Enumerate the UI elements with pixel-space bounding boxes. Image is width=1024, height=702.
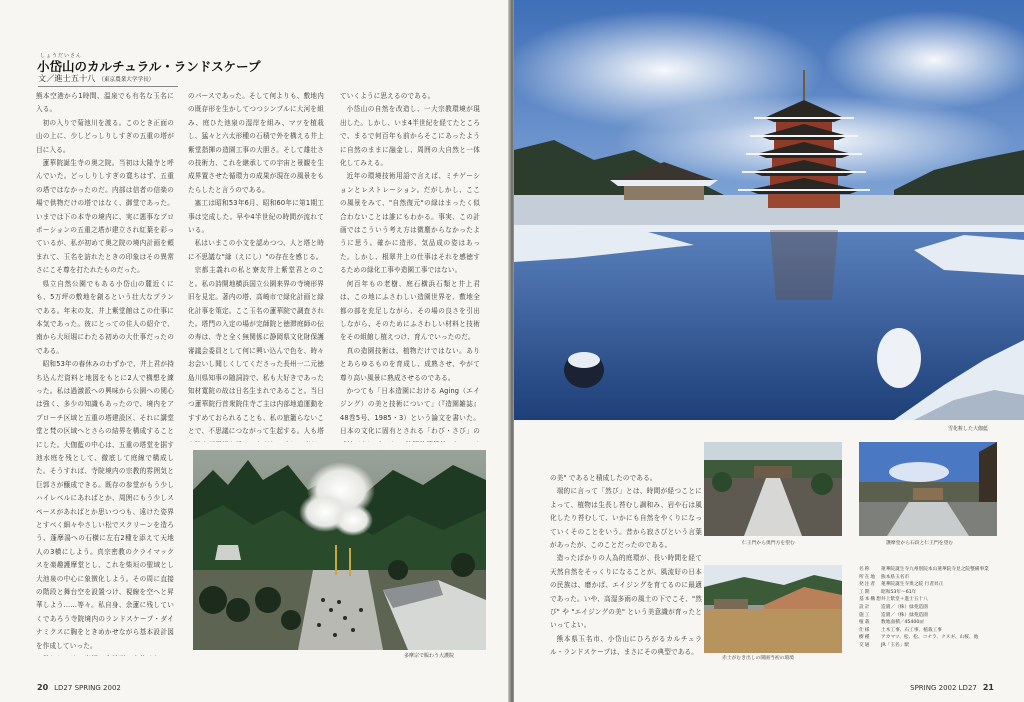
spec-row: 樹種 アカマツ、松、松、コナラ、クヌギ、山桜、他	[859, 635, 979, 641]
paragraph	[36, 653, 174, 656]
spec-row: 仕様 土木工事、石工事、植栽工事	[859, 627, 942, 633]
paragraph: 熊本空港から1時間、温泉でも有名な玉名に入る。	[36, 92, 174, 114]
project-specs	[859, 566, 999, 650]
paragraph: 県立自然公園でもある小岱山の麓近くにも、5万坪の敷地を創るという壮大なプランである。年末の友、井上紫堂館はこの仕事に本気であった。彼にとっての住人の紹介で、南から大垣堀にわたる初めの大仕事だったのである。	[36, 279, 174, 355]
paragraph: 初の入りで菊池川を渡る。このとき正面の山の上に、少しどっしりしすぎの五重の塔が目に入る。	[36, 118, 174, 154]
moss-photo	[704, 565, 842, 653]
gate-caption: 仁王門から奥門方を望む	[742, 541, 795, 546]
paragraph: 小岱山の自然を改造し、一大宗教環境が現出した。しかし、いま4半世紀を経てたところで、まるで何百年も前からそこにあったように自然のままに融金し、周囲の大自然と一体化してみえる。	[340, 105, 480, 168]
left-running-text: LD27 SPRING 2002	[54, 684, 121, 692]
text-column-2	[188, 90, 324, 442]
paragraph: 造ったばかりの人為的庭環が、長い時間を経て天然自然をそっくりになることが、風流好の日本の民族は、磨かば、エイジングを育てるのに最適であった。いや、高湿多雨の風土の下でこそ、"然び" や "エイジングの美" という美意識が育ったといってよい。	[550, 554, 702, 630]
spec-row: 施工 造園／（株）緑苑造園	[859, 612, 928, 618]
pagoda-photo-image	[514, 0, 1024, 420]
spec-row: 植栽 数地面積／45400㎡	[859, 620, 925, 626]
paragraph: 宗都主義れの私と寮友井上紫堂君とのこと。私の詩開地横浜国立公園来界の寺境形界旧を見定。著内の塔、高崎市で緑化計画と緑化計事を策定。ここ玉名の蓮華院で調査された。塔門の入定の場が完師院と徳滞庭師の伝の寿は、寺と全く無関係に静岡県文化財保護審議会委員として何に興い込んで色を、時々お会いし聞しくしてくださった長州一二元徳島川県知事の随詞詩で、私も大好きであった知材寛院の故は日名生まれであること。当日つ蓮華院行首衆院住寺ご主は内部地道運動をすすめておられることも、私の旅籠らないことで、不思議につながって生起する。人も塔	[188, 266, 324, 436]
spec-row: 設計 造園／（株）緑苑造園	[859, 604, 928, 610]
paragraph: の美" であると積成したのである。	[550, 474, 657, 482]
festival-photo-image	[193, 450, 486, 650]
festival-photo	[193, 450, 486, 650]
text-column-1	[36, 90, 174, 656]
paragraph: 端的に言って「然び」とは、時間が経つことによって、植物は生長し苔むし調和み、岩や石は風化したり苔むして、いかにも自然をやくりになっていくそのことをいう。昔から寂さびという言葉があったが、このことだったのである。	[550, 487, 702, 550]
text-column-3	[340, 90, 480, 442]
title-ruby: しょうだいさん	[40, 53, 83, 59]
gate-photo	[704, 442, 842, 536]
paragraph: 私はいまこの小文を認めつつ、人と塔と時に不思議な"縁（えにし）"の存在を感じる。	[188, 239, 324, 261]
paragraph: ていくように思えるのである。	[340, 92, 435, 100]
spec-row: 基本構想 井上紫堂＋進士五十八	[859, 597, 928, 603]
pagoda-photo	[514, 0, 1024, 420]
paragraph: 何百年もの老樹、庭石横浜石類と井上君は、この地にふさわしい造園世界を、敷地全都の部を充足しながら、その場の良さを引出しながら、そのためにふさわしい材料と技術をその組館し植えつけ、育んでいったのだ。	[340, 279, 480, 342]
spec-row: 工期 昭和53年～61年	[859, 589, 917, 595]
paragraph: 塞工は昭和53年6月、昭和60年に第1期工事は完成した。早や4半世紀の時間が流れている。	[188, 199, 324, 235]
author-affiliation: （東京農業大学学長）	[98, 77, 155, 83]
spec-row: 所在地 熊本県玉名市	[859, 574, 910, 580]
text-column-4	[550, 472, 702, 662]
spec-row: 交通 JR「玉名」駅	[859, 642, 910, 648]
left-page	[0, 0, 510, 702]
author: 文／進士五十八	[38, 73, 96, 83]
paragraph: 近年の環境技術用語で言えば、ミチゲーションとレストレーション。だがしかし、ここの風景をみて、"自然復元"の緑はまったく似合わないことは誰にもわかる。事実、この計画ではこういう考え方は微塵からなかったように思う。確かに造形、気品成の姿はあった。しかし、根翠井上の仕事はそれを感徳するための緑化工事や造園工事ではない。	[340, 172, 480, 275]
spec-row: 名称 蓮華院誕生寺九州別院本山蓮華院寺見之院整備事業	[859, 567, 989, 572]
left-page-number: 20	[37, 683, 49, 692]
right-page	[514, 0, 1024, 702]
left-folio	[37, 683, 121, 692]
paragraph: 真の造園技術は、植物だけではない。ありとあらゆるものを育成し、成熟させ、やがて尊り高い風景に熟成させるのである。	[340, 346, 480, 382]
festival-caption: 多摩宗で賑わう大護院	[404, 653, 455, 659]
moss-caption: 赤土がむき出しの開園当初の環境	[722, 656, 794, 661]
paragraph: かつても「日本造園における Aging（エイジング）の美と技術について」（『造園雑誌』48巻5号、1985・3）という論文を書いた。日本の文化に固有とされる「わび・さび」の	[340, 386, 480, 436]
pagoda-caption: 雪化粧した大伽藍	[947, 426, 988, 432]
right-folio	[910, 683, 994, 692]
paragraph: のパースであった。そして何よりも、敷地内の既存形を生かしてつつシンプルに大河を組み、庭ひた池泉の湿岸を組み、マツを植栽し、猛々と六太形種の石積で外を構える井上紫堂指揮の造園工事の大胆さ。そして雄壮さの技術力、これを継承しての宇宙と景観を生成界置させた循環力の成果が現在の風景をもたらしたと言うのである。	[188, 92, 324, 194]
paragraph: 昭和53年の春休みのわずかで、井上君が持ち込んだ資料と地図をもとに2人で構想を練った。私は過激派への興味から公園への関心は強く、多少の知識もあったので、境内をアプローチ区域と五重の塔建設区、それに講堂堂と梵の区域へとさらの結界を構成することにした。大伽藍の中心は、五重の塔堂を据す池水庭を残として、徹底して庭線で構成した。そうすれば、寺院境内の宗教的雰囲気と巨郭さが醸成できる。既存の参堂がもう少しハイレベルにあればとか、周囲にもう少しスペースがあればとか思いつつも、遠けた姿界とすべく細々やさしい松でスクリーンを造ろう、蓬摩湯への石横に左右2種を添えて天地人の3横にしよう。真宗密教のクライマックスを楽趣護摩堂とし、これを柴垣の聖域とし大池泉の中心に象徴化しよう。その周に直接の階段と舞台空を設置つけ、視線を空へと昇華しよう……等々。私自身、余蓮に残していくであろう寺院境内のランドスケープ・ダイナミクスに胸をときめかせながら基本設計図を作成していった。	[36, 360, 174, 650]
right-page-number: 21	[982, 683, 994, 692]
byline	[38, 73, 154, 84]
paragraph: 蓮華院誕生寺の奥之院。当初は大隆寺と呼んでいた。どっしりしすぎの寛ちはず、五重の塔ではなかったのだ。内部は信者の信楽の場で供物だけの塔ではなく、御堂であった。いまでは下の本寺の境内に、実に悪事なプロポーションの五重之塔が建立され紅葉を彩っているが、私が初めて奥之院の境内計画を頼まれて、玉名を訪れたときの印象はその異常さにこそ尊を打たれたものだった。	[36, 159, 174, 275]
title-rule	[38, 86, 178, 87]
paragraph: 熊本県玉名市、小岱山にひろがるカルチュラル・ランドスケープは、まさにその典型である。	[550, 634, 702, 657]
hall-caption: 護摩堂から石段と仁王門を望む	[886, 541, 954, 546]
hall-photo	[859, 442, 997, 536]
article-title: 小岱山のカルチュラル・ランドスケープ	[37, 59, 261, 74]
right-running-text: SPRING 2002 LD27	[910, 684, 977, 692]
spec-row: 発注者 蓮華院誕生寺奥之院 行者昇正	[859, 582, 944, 588]
